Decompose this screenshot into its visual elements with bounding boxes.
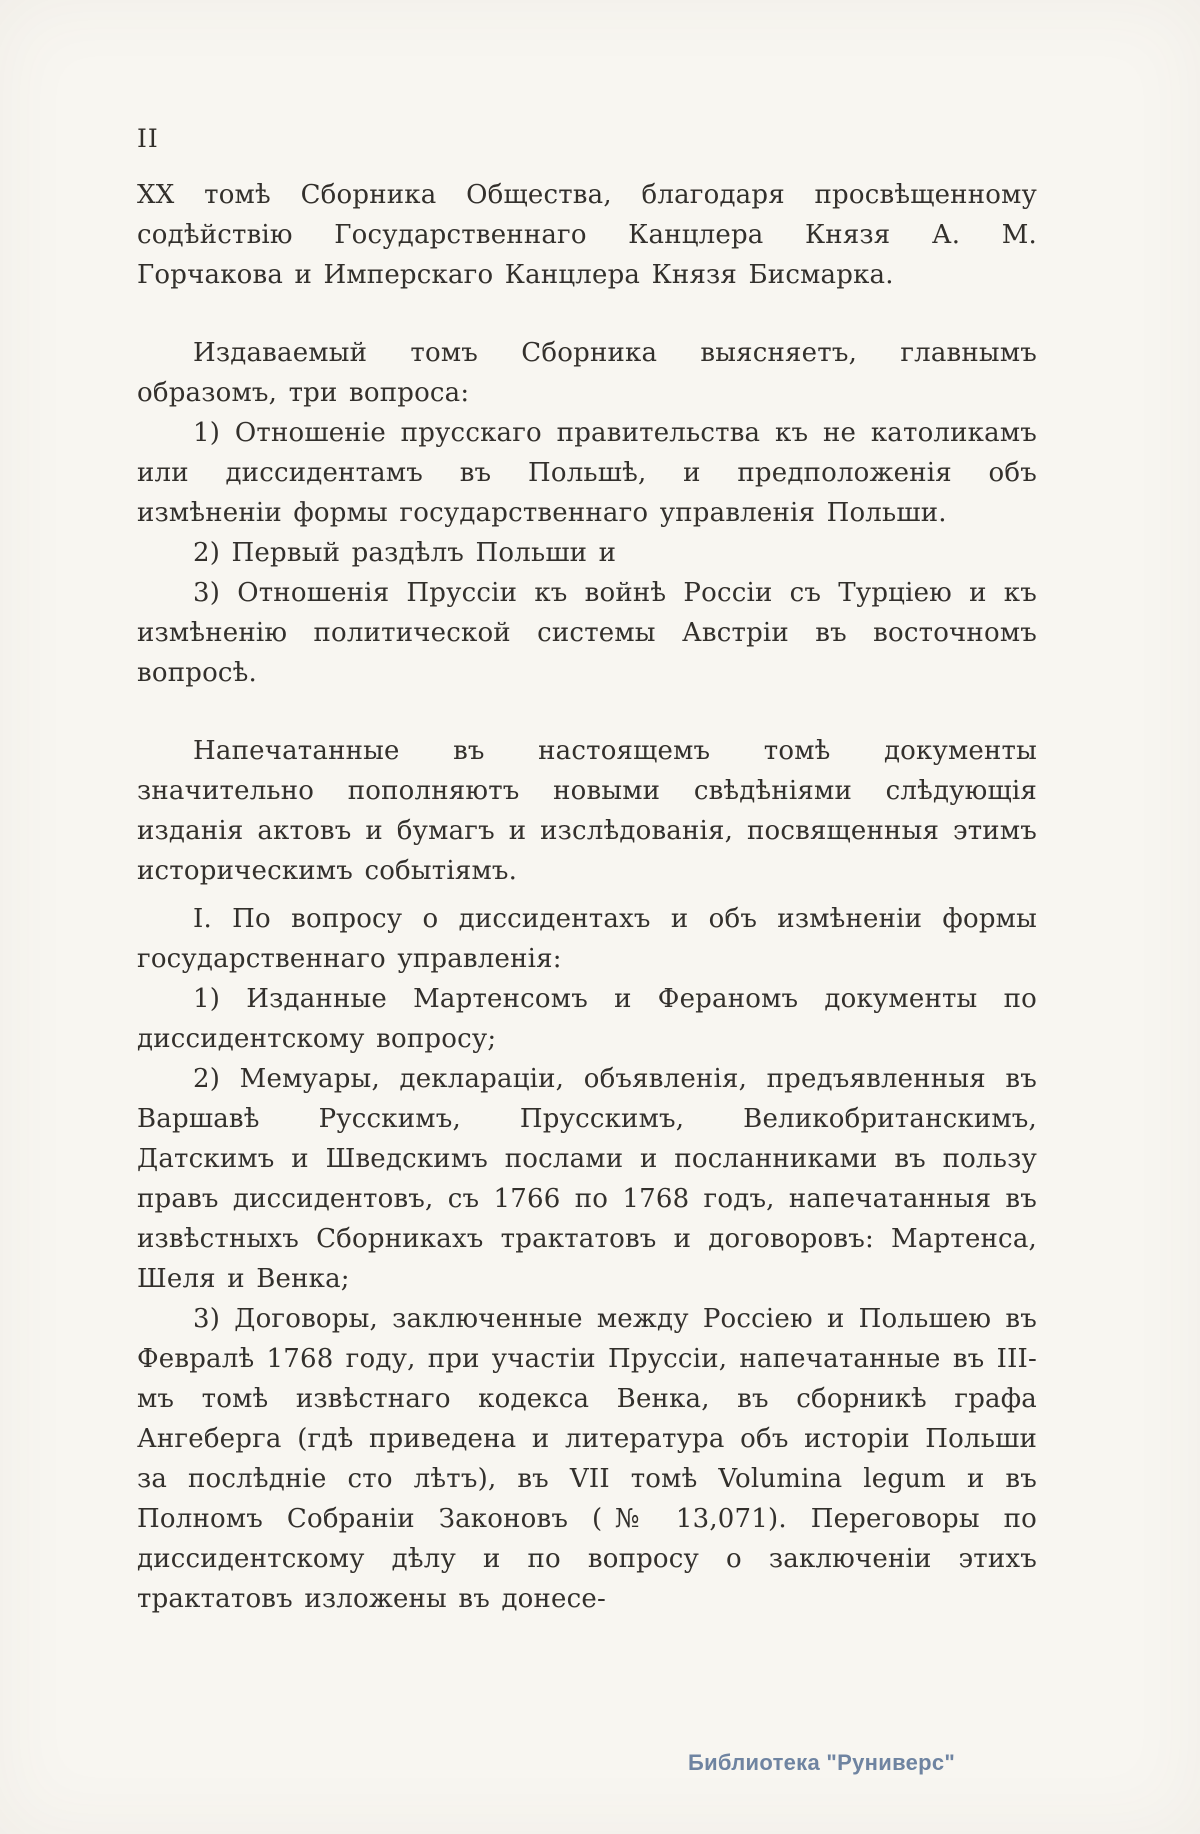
paragraph-continuation: XX томѣ Сборника Общества, благодаря просвѣщенному содѣйствію Государственнаго Канцлера Князя А. М. Горчакова и Имперскаго Канцлера Князя Бисмарка. bbox=[137, 180, 1037, 290]
list-item-source-2: 2) Мемуары, деклараціи, объявленія, предъявленныя въ Варшавѣ Русскимъ, Прусскимъ, Великобританскимъ, Датскимъ и Шведскимъ послами и посланниками въ пользу правъ диссидентовъ, съ 1766 по 1768 годъ, напечатанныя въ извѣстныхъ Сборникахъ трактатовъ и договоровъ: Мартенса, Шеля и Венка; bbox=[137, 1064, 1037, 1294]
list-item-question-1: 1) Отношеніе прусскаго правительства къ не католикамъ или диссидентамъ въ Польшѣ, и предположенія объ измѣненіи формы государственнаго управленія Польши. bbox=[137, 418, 1037, 528]
list-item-source-3: 3) Договоры, заключенные между Россіею и Польшею въ Февралѣ 1768 году, при участіи Пруссіи, напечатанные въ III-мъ томѣ извѣстнаго кодекса Венка, въ сборникѣ графа Ангеберга (гдѣ приведена и литература объ исторіи Польши за послѣдніе сто лѣтъ), въ VII томѣ Volumina legum и въ Полномъ Собраніи Законовъ (№ 13,071). Переговоры по диссидентскому дѣлу и по вопросу о заключеніи этихъ трактатовъ изложены въ донесе- bbox=[137, 1304, 1037, 1614]
paragraph-section-heading: I. По вопросу о диссидентахъ и объ измѣненіи формы государственнаго управленія: bbox=[137, 904, 1037, 974]
library-watermark: Библиотека "Руниверс" bbox=[688, 1750, 956, 1775]
page-number: II bbox=[137, 124, 159, 153]
paragraph-documents: Напечатанные въ настоящемъ томѣ документы значительно пополняютъ новыми свѣдѣніями слѣдующія изданія актовъ и бумагъ и изслѣдованія, посвященныя этимъ историческимъ событіямъ. bbox=[137, 736, 1037, 886]
list-item-source-1: 1) Изданные Мартенсомъ и Фераномъ документы по диссидентскому вопросу; bbox=[137, 984, 1037, 1054]
paragraph-intro: Издаваемый томъ Сборника выясняетъ, главнымъ образомъ, три вопроса: bbox=[137, 338, 1037, 408]
list-item-question-2: 2) Первый раздѣлъ Польши и bbox=[193, 538, 617, 568]
list-item-question-3: 3) Отношенія Пруссіи къ войнѣ Россіи съ Турціею и къ измѣненію политической системы Австріи въ восточномъ вопросѣ. bbox=[137, 578, 1037, 688]
